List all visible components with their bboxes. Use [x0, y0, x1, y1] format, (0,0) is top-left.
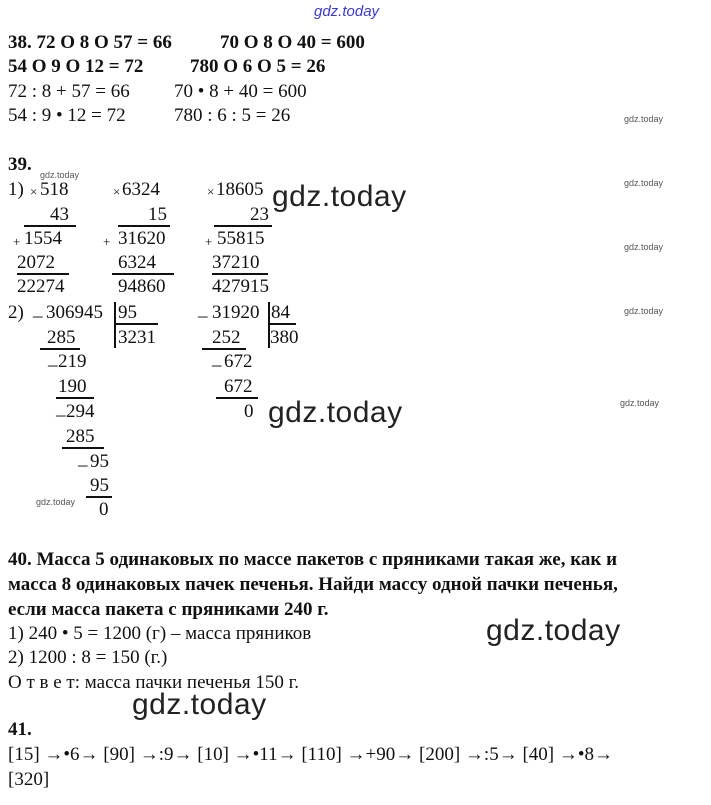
- remainder: 672: [224, 351, 253, 372]
- subtrahend: 252: [212, 327, 241, 348]
- multiplicand: 518: [40, 179, 69, 200]
- watermark-large: gdz.today: [132, 688, 267, 721]
- watermark-large: gdz.today: [486, 614, 621, 647]
- final-remainder: 0: [99, 499, 109, 520]
- watermark-small: gdz.today: [624, 306, 664, 316]
- p41-title: 41.: [8, 719, 32, 740]
- division-bar: [114, 302, 116, 348]
- p38-equation: 70 O 8 O 40 = 600: [220, 32, 365, 53]
- p38-equation: 54 O 9 O 12 = 72: [8, 56, 144, 77]
- partial-product: 31620: [118, 228, 166, 249]
- p38-solution: 70 • 8 + 40 = 600: [174, 81, 307, 102]
- underline: [214, 225, 272, 227]
- p38-equation: 780 O 6 O 5 = 26: [190, 56, 326, 77]
- subtrahend: 190: [58, 376, 87, 397]
- partial-product: 2072: [17, 252, 55, 273]
- underline: [86, 496, 112, 498]
- subtrahend: 285: [66, 426, 95, 447]
- partial-product: 37210: [212, 252, 260, 273]
- plus-sign: +: [13, 234, 21, 249]
- plus-sign: +: [103, 234, 111, 249]
- underline: [40, 348, 80, 350]
- p39-part1-label: 1): [8, 179, 24, 200]
- p40-answer: [8, 672, 299, 694]
- divisor-line: [114, 323, 158, 325]
- minus-sign: _: [78, 448, 88, 469]
- underline: [216, 397, 258, 399]
- minus-sign: _: [198, 299, 208, 320]
- p38-solution: 780 : 6 : 5 = 26: [174, 105, 291, 126]
- underline: [24, 225, 76, 227]
- subtrahend: 285: [47, 327, 76, 348]
- minus-sign: _: [56, 398, 66, 419]
- p40-task: масса 8 одинаковых пачек печенья. Найди массу одной пачки печенья,: [8, 574, 618, 595]
- final-remainder: 0: [244, 401, 254, 422]
- watermark-small: gdz.today: [36, 497, 76, 507]
- p41-chain: [15] →•6→ [90] →:9→ [10] →•11→ [110] →+90→ [200] →:5→ [40] →•8→: [8, 744, 613, 765]
- remainder: 294: [66, 401, 95, 422]
- multiply-sign: ×: [207, 184, 215, 199]
- multiplier: 43: [50, 204, 69, 225]
- watermark-large: gdz.today: [272, 180, 407, 213]
- underline: [212, 273, 268, 275]
- watermark-small: gdz.today: [624, 114, 664, 124]
- answer-label: О т в е т: [8, 672, 75, 693]
- underline: [118, 225, 170, 227]
- p38-equation: 38. 72 O 8 O 57 = 66: [8, 32, 172, 53]
- quotient: 3231: [118, 327, 156, 348]
- watermark-small: gdz.today: [620, 398, 660, 408]
- subtrahend: 672: [224, 376, 253, 397]
- multiply-sign: ×: [30, 184, 38, 199]
- p40-task: 40. Масса 5 одинаковых по массе пакетов с пряниками такая же, как и: [8, 549, 618, 570]
- minus-sign: _: [33, 299, 43, 320]
- watermark-small: gdz.today: [624, 242, 664, 252]
- divisor-line: [268, 323, 296, 325]
- p40-task: если масса пакета с пряниками 240 г.: [8, 599, 329, 620]
- p39-title: 39.: [8, 154, 32, 175]
- underline: [202, 348, 246, 350]
- minus-sign: _: [48, 348, 58, 369]
- remainder: 95: [90, 451, 109, 472]
- product: 22274: [17, 276, 65, 297]
- p40-step: 1) 240 • 5 = 1200 (г) – масса пряников: [8, 623, 312, 644]
- partial-product: 6324: [118, 252, 156, 273]
- answer-text: : масса пачки печенья 150 г.: [74, 672, 300, 693]
- p38-solution: 72 : 8 + 57 = 66: [8, 81, 130, 102]
- dividend: 31920: [212, 302, 260, 323]
- subtrahend: 95: [90, 475, 109, 496]
- p38-solution: 54 : 9 • 12 = 72: [8, 105, 126, 126]
- watermark-large: gdz.today: [268, 396, 403, 429]
- product: 427915: [212, 276, 269, 297]
- plus-sign: +: [205, 234, 213, 249]
- multiplicand: 18605: [216, 179, 264, 200]
- multiplier: 23: [250, 204, 269, 225]
- multiplicand: 6324: [122, 179, 160, 200]
- underline: [112, 273, 174, 275]
- p40-step: 2) 1200 : 8 = 150 (г.): [8, 647, 168, 668]
- remainder: 219: [58, 351, 87, 372]
- p39-part2-label: 2): [8, 302, 24, 323]
- divisor: 95: [118, 302, 137, 323]
- multiply-sign: ×: [113, 184, 121, 199]
- product: 94860: [118, 276, 166, 297]
- watermark-top: gdz.today: [314, 3, 380, 20]
- partial-product: 1554: [24, 228, 62, 249]
- watermark-small: gdz.today: [624, 178, 664, 188]
- quotient: 380: [270, 327, 299, 348]
- dividend: 306945: [46, 302, 103, 323]
- multiplier: 15: [148, 204, 167, 225]
- p41-chain: [320]: [8, 769, 50, 790]
- underline: [17, 273, 69, 275]
- divisor: 84: [271, 302, 290, 323]
- minus-sign: _: [212, 348, 222, 369]
- partial-product: 55815: [217, 228, 265, 249]
- watermark-small: gdz.today: [40, 170, 80, 180]
